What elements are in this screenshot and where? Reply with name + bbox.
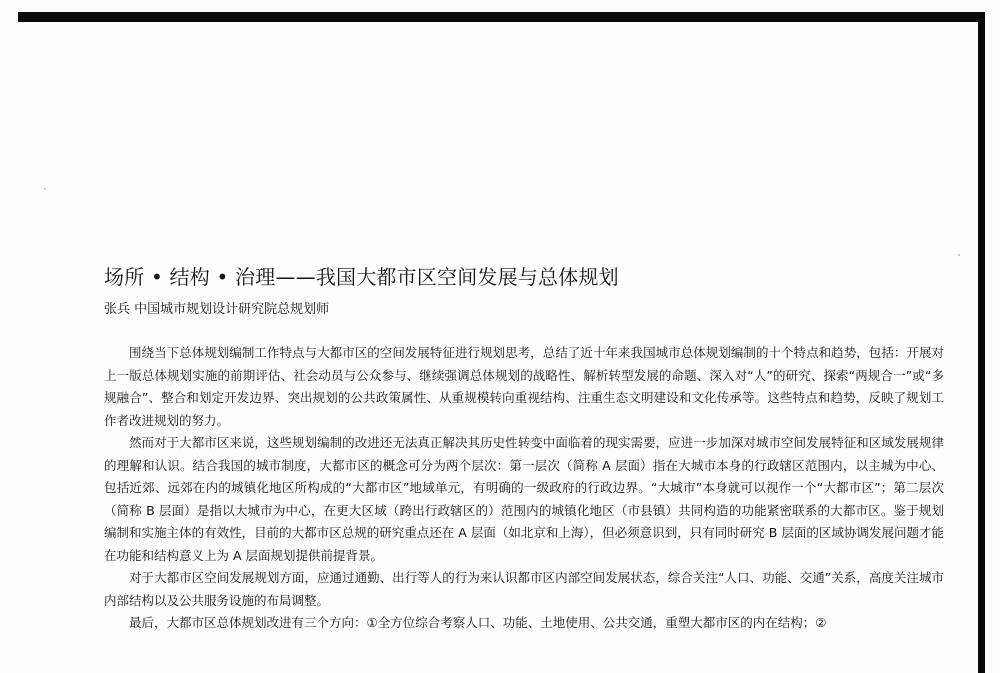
paragraph: 对于大都市区空间发展规划方面，应通过通勤、出行等人的行为来认识都市区内部空间发展状态，综合关注“人口、功能、交通”关系，高度关注城市内部结构以及公共服务设施的布局调整。 xyxy=(104,570,944,608)
paragraph: 然而对于大都市区来说，这些规划编制的改进还无法真正解决其历史性转变中面临着的现实需要，应进一步加深对城市空间发展特征和区域发展规律的理解和认识。结合我国的城市制度，大都市区的概念可分为两个层次：第一层次（简称 A 层面）指在大城市本身的行政辖区范围内，以主城为中心、包括近郊、远郊在内的城镇化地区所构成的“大都市区”地域单元，有明确的一级政府的行政边界。“大城市”本身就可以视作一个“大都市区”；第二层次（简称 B 层面）是指以大城市为中心，在更大区域（跨出行政辖区的）范围内的城镇化地区（市县镇）共同构造的功能紧密联系的大都市区。鉴于规划编制和实施主体的有效性，目前的大都市区总规的研究重点还在 A 层面（如北京和上海），但必须意识到，只有同时研究 B 层面的区域协调发展问题才能在功能和结构意义上为 A 层面规划提供前提背景。 xyxy=(104,435,944,563)
article-title: 场所 • 结构 • 治理——我国大都市区空间发展与总体规划 xyxy=(104,265,619,289)
scan-border-top xyxy=(18,12,984,22)
paragraph: 最后，大都市区总体规划改进有三个方向：①全方位综合考察人口、功能、土地使用、公共交通，重塑大都市区的内在结构；② xyxy=(129,615,827,630)
article-author: 张兵 中国城市规划设计研究院总规划师 xyxy=(104,302,330,317)
paragraph: 围绕当下总体规划编制工作特点与大都市区的空间发展特征进行规划思考，总结了近十年来我国城市总体规划编制的十个特点和趋势，包括：开展对上一版总体规划实施的前期评估、社会动员与公众参与、继续强调总体规划的战略性、解析转型发展的命题、深入对“人”的研究、探索“两规合一”或“多规融合”、整合和划定开发边界、突出规划的公共政策属性、从重规模转向重视结构、注重生态文明建设和文化传承等。这些特点和趋势，反映了规划工作者改进规划的努力。 xyxy=(104,345,944,428)
scan-speck xyxy=(958,254,960,256)
scan-border-right xyxy=(978,12,985,673)
article xyxy=(104,262,944,635)
article-body xyxy=(104,342,944,635)
scan-speck xyxy=(44,188,46,190)
